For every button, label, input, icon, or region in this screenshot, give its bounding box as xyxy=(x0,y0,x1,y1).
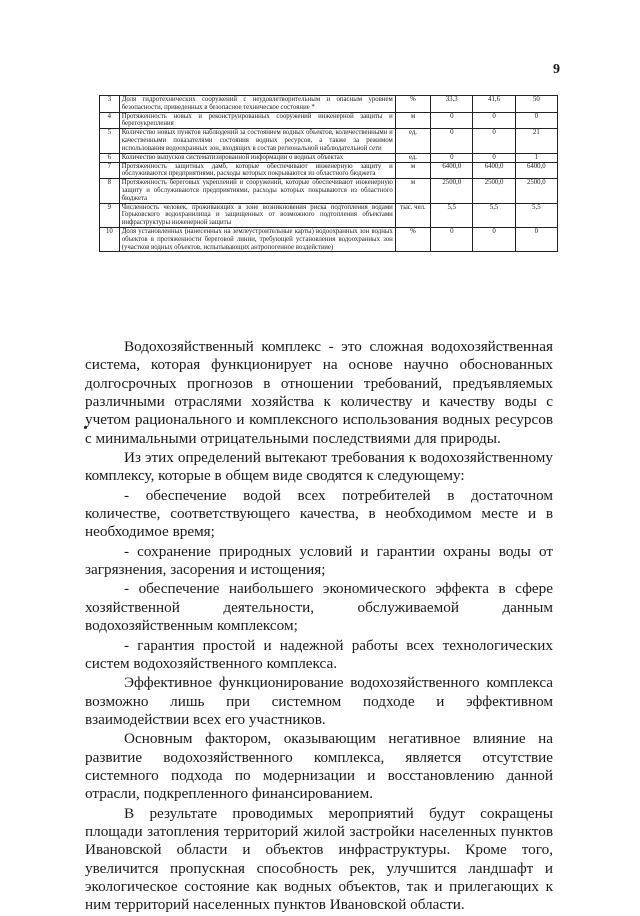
paragraph-definition: Водохозяйственный комплекс - это сложная водохозяйственная система, которая функционирует на основе научно обоснованных долгосрочных прогнозов в отношении требований, предъявляемых различными отраслями хозяйства к количеству и качеству воды с учетом рационального и комплексного использования водных ресурсов с минимальными отрицательными последствиями для природы. xyxy=(85,338,553,447)
value-cell-1: 0 xyxy=(431,129,473,153)
unit-cell: тыс. чел. xyxy=(395,203,430,227)
requirement-item: - обеспечение наибольшего экономического эффекта в сфере хозяйственной деятельности, обслуживаемой данным водохозяйственным комплексом; xyxy=(85,580,553,635)
value-cell-3: 5,5 xyxy=(515,203,557,227)
value-cell-2: 2500,0 xyxy=(473,179,515,203)
value-cell-2: 41,6 xyxy=(473,96,515,113)
unit-cell: м xyxy=(395,162,430,179)
row-number-cell: 10 xyxy=(100,228,120,252)
row-number-cell: 6 xyxy=(100,153,120,162)
indicator-name-cell: Протяженность новых и реконструированных сооружений инженерной защиты и берегоукрепления xyxy=(119,112,395,129)
value-cell-2: 5,5 xyxy=(473,203,515,227)
value-cell-2: 0 xyxy=(473,112,515,129)
paragraph-negative-factor: Основным фактором, оказывающим негативное влияние на развитие водохозяйственного комплекса, является отсутствие системного подхода по модернизации и восстановлению данной отрасли, подкрепленного финансированием. xyxy=(85,730,553,803)
table-row xyxy=(100,203,558,227)
indicator-name-cell: Количество выпусков систематизированной информации о водных объектах xyxy=(119,153,395,162)
value-cell-1: 0 xyxy=(431,112,473,129)
value-cell-1: 0 xyxy=(431,228,473,252)
value-cell-3: 2500,0 xyxy=(515,179,557,203)
unit-cell: м xyxy=(395,179,430,203)
paragraph-requirements-intro: Из этих определений вытекают требования к водохозяйственному комплексу, которые в общем виде сводятся к следующему: xyxy=(85,449,553,485)
table-row xyxy=(100,179,558,203)
value-cell-3: 21 xyxy=(515,129,557,153)
requirement-item: - обеспечение водой всех потребителей в достаточном количестве, соответствующего качества, в необходимом месте и в необходимое время; xyxy=(85,486,553,541)
unit-cell: м xyxy=(395,112,430,129)
paragraph-results: В результате проводимых мероприятий будут сокращены площади затопления территорий жилой застройки населенных пунктов Ивановской области и объектов инфраструктуры. Кроме того, увеличится пропускная способность рек, улучшится ландшафт и экологическое состояние как водных объектов, так и прилегающих к ним территорий населенных пунктов Ивановской области. xyxy=(85,804,553,914)
body-text xyxy=(85,338,553,916)
indicator-name-cell: Количество новых пунктов наблюдений за состоянием водных объектов, количественными и качественными показателями состояния водных ресурсов, а также за режимом использования водоохранных зон, входящих в состав региональной наблюдательной сети xyxy=(119,129,395,153)
row-number-cell: 7 xyxy=(100,162,120,179)
row-number-cell: 8 xyxy=(100,179,120,203)
value-cell-2: 0 xyxy=(473,228,515,252)
value-cell-3: 50 xyxy=(515,96,557,113)
table-row xyxy=(100,162,558,179)
indicator-name-cell: Доля установленных (нанесенных на землеустроительные карты) водоохранных зон водных объектов в протяженности береговой линии, требующей установления водоохранных зон (участков водных объектов, испытывающих антропогенное воздействие) xyxy=(119,228,395,252)
indicator-name-cell: Численность человек, проживающих в зоне возникновения риска подтопления водами Горьковского водохранилища и защищенных от возможного подтопления объектами инфраструктуры инженерной защиты xyxy=(119,203,395,227)
value-cell-2: 6400,0 xyxy=(473,162,515,179)
unit-cell: % xyxy=(395,228,430,252)
unit-cell: ед. xyxy=(395,153,430,162)
paragraph-effectiveness: Эффективное функционирование водохозяйственного комплекса возможно лишь при системном подходе и эффективном взаимодействии всех его участников. xyxy=(85,674,553,728)
indicator-name-cell: Протяженность защитных дамб, которые обеспечивают инженерную защиту и обслуживаются предприятиями, расходы которых покрываются из областного бюджета xyxy=(119,162,395,179)
value-cell-1: 0 xyxy=(431,153,473,162)
value-cell-2: 0 xyxy=(473,129,515,153)
value-cell-1: 33,3 xyxy=(431,96,473,113)
table-row xyxy=(100,129,558,153)
indicators-table xyxy=(99,95,558,252)
row-number-cell: 5 xyxy=(100,129,120,153)
value-cell-1: 6400,0 xyxy=(431,162,473,179)
row-number-cell: 9 xyxy=(100,203,120,227)
requirement-item: - гарантия простой и надежной работы всех технологических систем водохозяйственного комплекса. xyxy=(85,636,553,672)
page-number: 9 xyxy=(553,62,560,77)
table-row xyxy=(100,112,558,129)
value-cell-3: 0 xyxy=(515,112,557,129)
row-number-cell: 4 xyxy=(100,112,120,129)
value-cell-3: 1 xyxy=(515,153,557,162)
table-row xyxy=(100,96,558,113)
value-cell-3: 0 xyxy=(515,228,557,252)
value-cell-3: 6400,0 xyxy=(515,162,557,179)
row-number-cell: 3 xyxy=(100,96,120,113)
requirement-item: - сохранение природных условий и гарантии охраны воды от загрязнения, засорения и истощения; xyxy=(85,542,553,579)
value-cell-2: 0 xyxy=(473,153,515,162)
table-row xyxy=(100,153,558,162)
value-cell-1: 5,5 xyxy=(431,203,473,227)
unit-cell: ед. xyxy=(395,129,430,153)
indicator-name-cell: Протяженность береговых укреплений и сооружений, которые обеспечивают инженерную защиту и обслуживаются предприятиями, расходы которых покрываются из областного бюджета xyxy=(119,179,395,203)
indicator-name-cell: Доля гидротехнических сооружений с неудовлетворительным и опасным уровнем безопасности, приведенных в безопасное техническое состояние * xyxy=(119,96,395,113)
unit-cell: % xyxy=(395,96,430,113)
value-cell-1: 2500,0 xyxy=(431,179,473,203)
table-row xyxy=(100,228,558,252)
indicators-table-body xyxy=(100,96,558,252)
